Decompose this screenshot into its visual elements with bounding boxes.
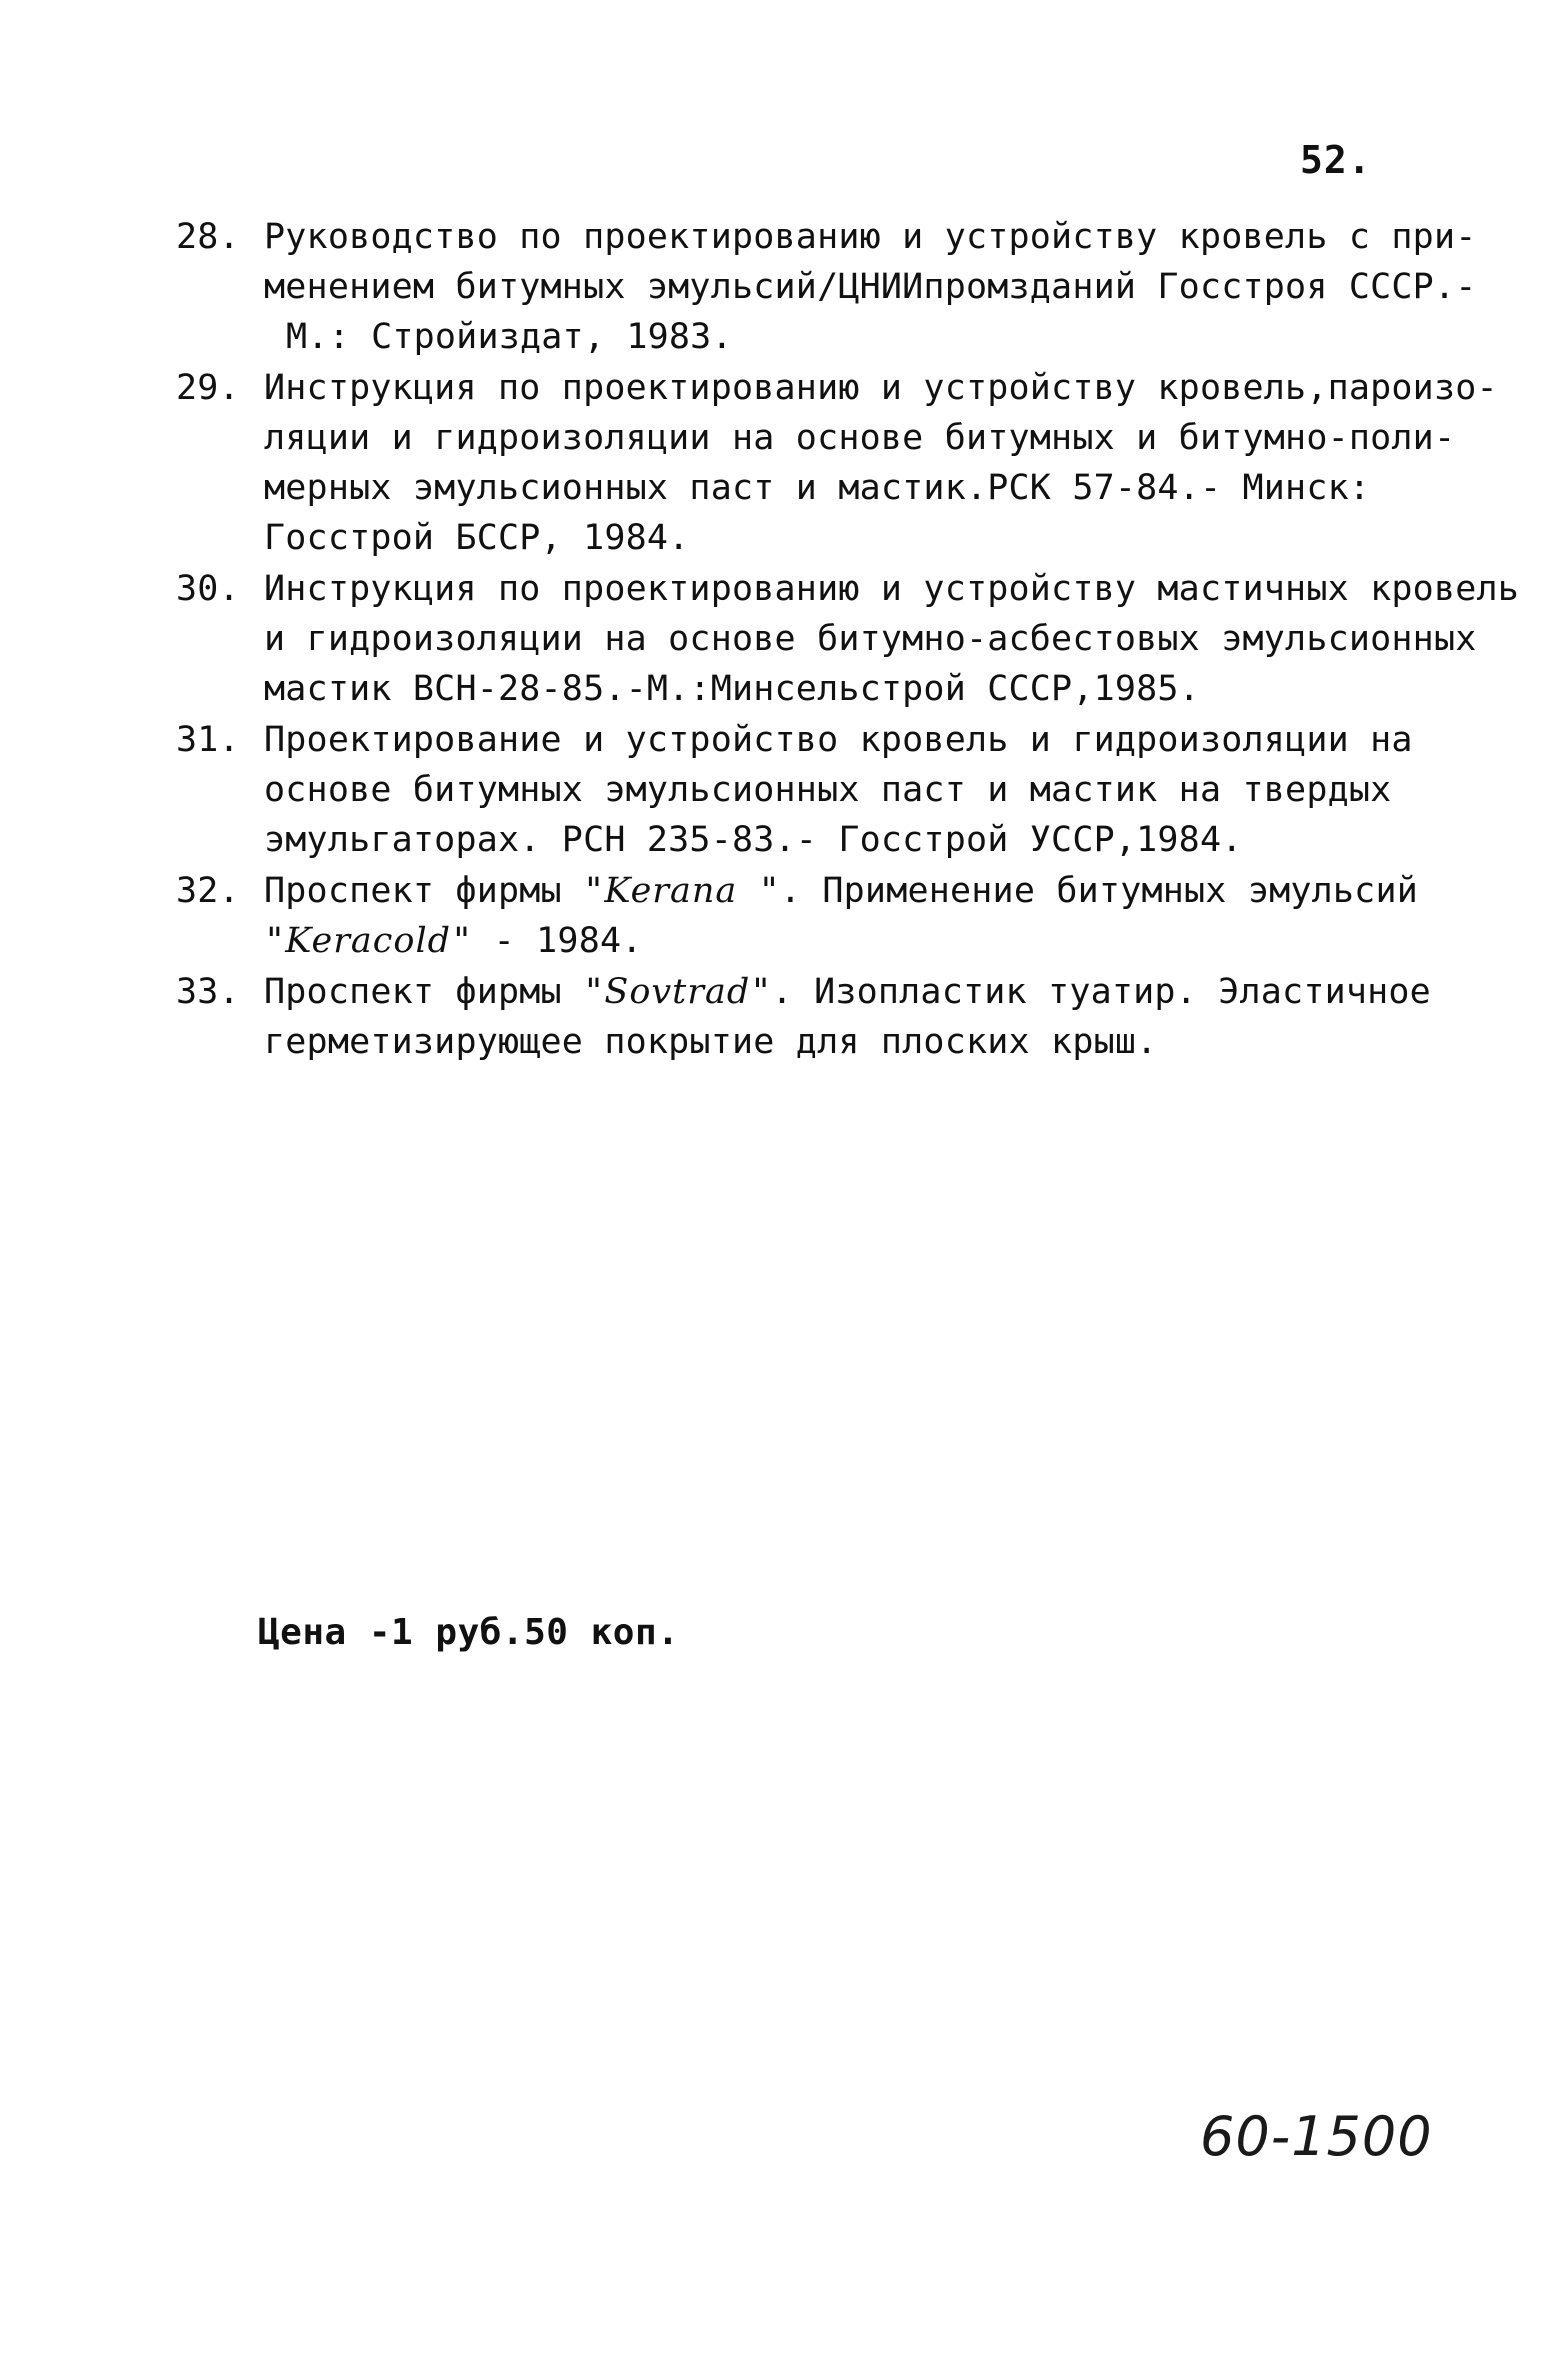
reference-line: ляции и гидроизоляции на основе битумных и битумно-поли-	[264, 418, 1456, 458]
reference-line: Руководство по проектированию и устройству кровель с при-	[264, 217, 1477, 257]
reference-text: ". Изопластик туатир. Эластичное	[750, 972, 1431, 1012]
reference-line: мерных эмульсионных паст и мастик.РСК 57-84.- Минск:	[264, 468, 1371, 508]
reference-line: М.: Стройиздат, 1983.	[286, 317, 733, 357]
price-label: Цена -1 руб.50 коп.	[258, 1612, 680, 1653]
reference-line: эмульгаторах. РСН 235-83.- Госстрой УССР,1984.	[264, 820, 1243, 860]
reference-item-29	[176, 363, 1496, 563]
reference-item-30	[176, 564, 1520, 714]
handwritten-product-name: Keracold	[285, 921, 452, 961]
reference-text: " - 1984.	[451, 921, 643, 961]
reference-number: 29.	[176, 368, 240, 408]
reference-line	[264, 967, 1496, 1017]
reference-number: 32.	[176, 871, 240, 911]
reference-line	[264, 866, 1496, 916]
reference-item-31	[176, 715, 1496, 865]
reference-number: 33.	[176, 972, 240, 1012]
reference-item-32	[176, 866, 1496, 966]
reference-item-28	[176, 212, 1496, 362]
handwritten-firm-name: Sovtrad	[604, 972, 751, 1012]
reference-number: 31.	[176, 720, 240, 760]
reference-text: ". Применение битумных эмульсий	[737, 871, 1418, 911]
reference-line: герметизирующее покрытие для плоских крыш.	[264, 1022, 1158, 1062]
reference-text: Проспект фирмы "	[264, 871, 605, 911]
reference-item-33	[176, 967, 1496, 1067]
reference-list	[176, 212, 1520, 1068]
handwritten-stamp-number: 60-1500	[1200, 2105, 1433, 2168]
reference-line: основе битумных эмульсионных паст и мастик на твердых	[264, 770, 1392, 810]
reference-text: "	[264, 921, 286, 961]
reference-line: Госстрой БССР, 1984.	[264, 518, 690, 558]
reference-line: менением битумных эмульсий/ЦНИИпромзданий Госстроя СССР.-	[264, 267, 1477, 307]
reference-line: мастик ВСН-28-85.-М.:Минсельстрой СССР,1985.	[264, 669, 1200, 709]
reference-line: Инструкция по проектированию и устройству кровель,пароизо-	[264, 368, 1498, 408]
reference-line: Инструкция по проектированию и устройству мастичных кровель	[264, 569, 1520, 609]
page-number: 52.	[1300, 138, 1372, 182]
reference-number: 30.	[176, 569, 240, 609]
reference-number: 28.	[176, 217, 240, 257]
reference-text: Проспект фирмы "	[264, 972, 605, 1012]
reference-line: Проектирование и устройство кровель и гидроизоляции на	[264, 720, 1413, 760]
reference-line: и гидроизоляции на основе битумно-асбестовых эмульсионных	[264, 619, 1477, 659]
handwritten-firm-name: Kerana	[604, 871, 738, 911]
reference-line	[264, 916, 1496, 966]
